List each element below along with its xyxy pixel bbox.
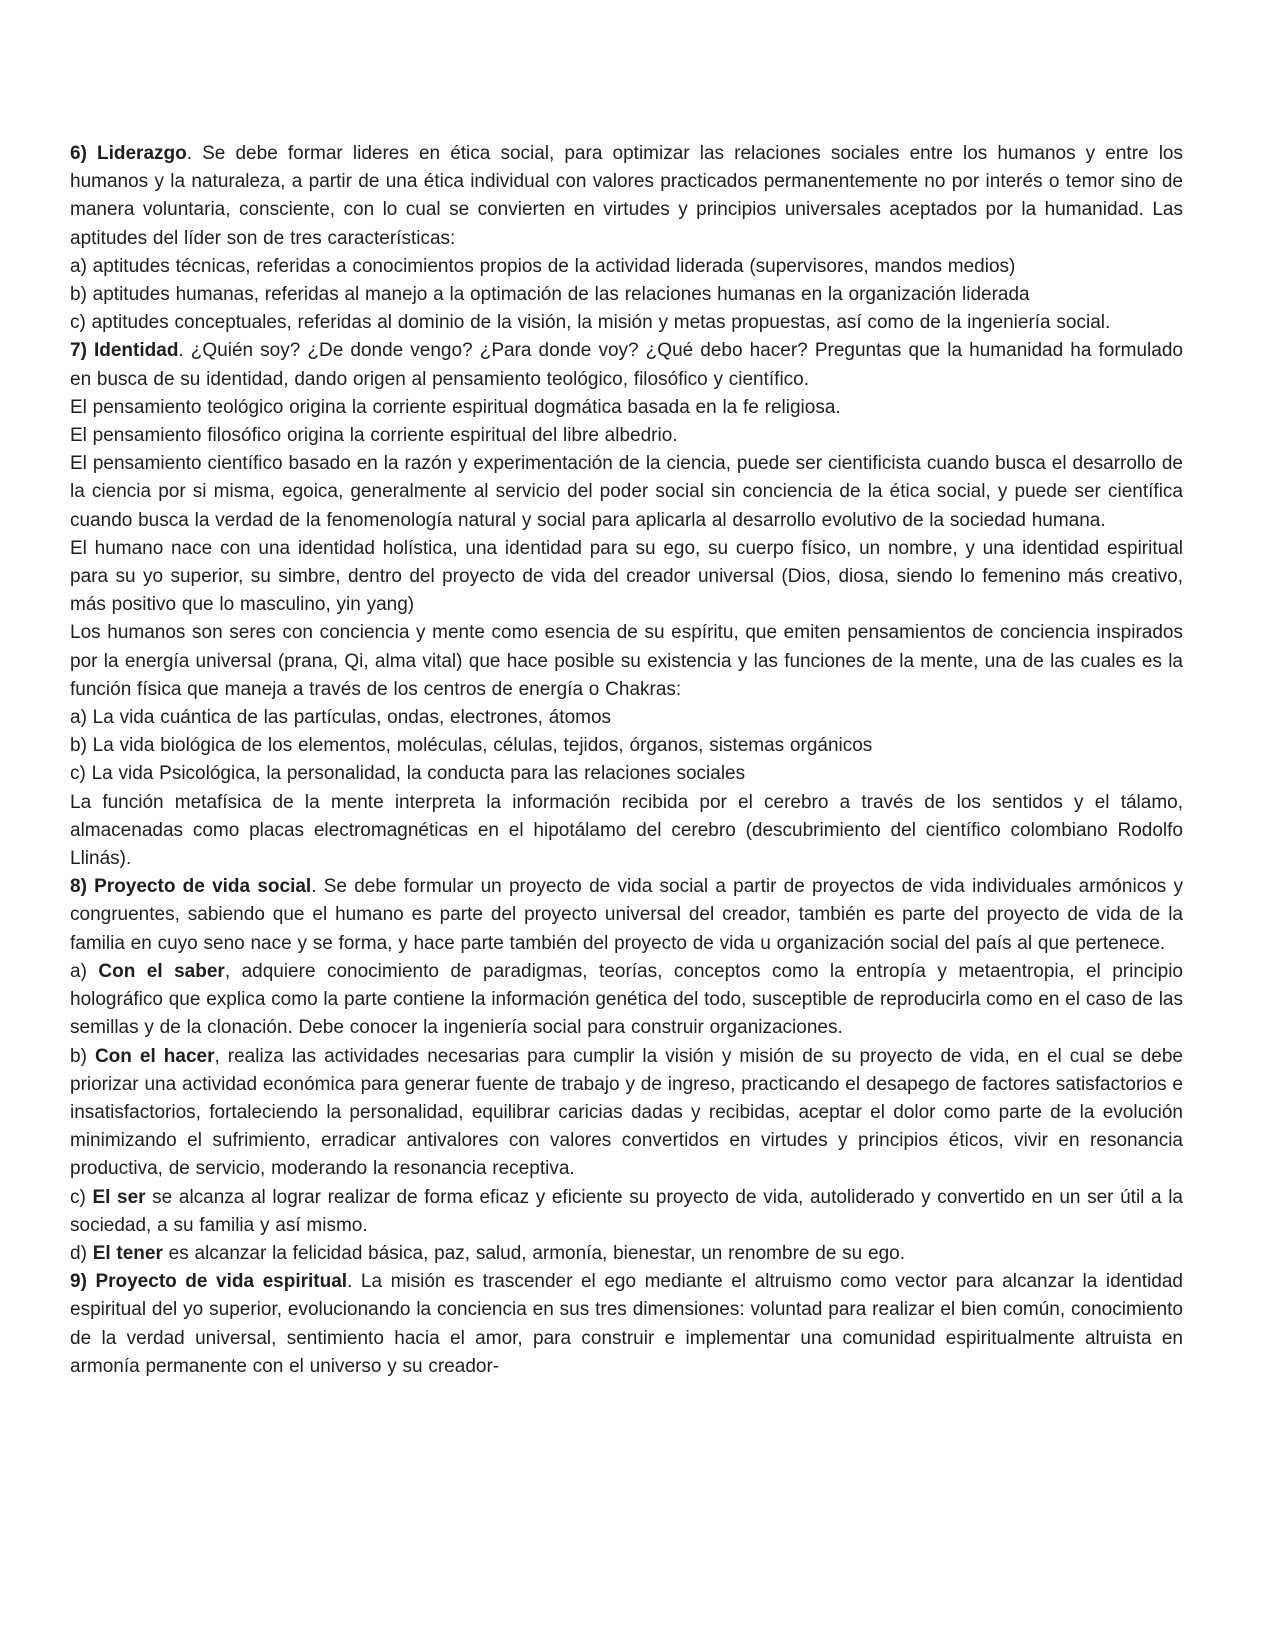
text-run: El pensamiento filosófico origina la corriente espiritual del libre albedrio. [70, 425, 678, 447]
bold-text-run: 6) Liderazgo [70, 143, 187, 164]
text-run: b) aptitudes humanas, referidas al manejo a la optimación de las relaciones humanas en la organización liderada [70, 284, 1030, 306]
bold-text-run: 9) Proyecto de vida espiritual [70, 1271, 348, 1293]
text-run: b) La vida biológica de los elementos, moléculas, células, tejidos, órganos, sistemas orgánicos [70, 735, 873, 757]
paragraph [70, 873, 1183, 958]
text-run: c) [70, 1186, 93, 1208]
bold-text-run: El ser [92, 1186, 146, 1208]
paragraph [70, 732, 1183, 760]
paragraph [70, 535, 1183, 620]
text-run: a) aptitudes técnicas, referidas a conocimientos propios de la actividad liderada (supervisores, mandos medios) [70, 255, 1016, 277]
bold-text-run: 8) Proyecto de vida social [70, 876, 312, 898]
paragraph [70, 394, 1183, 422]
text-run: se alcanza al lograr realizar de forma eficaz y eficiente su proyecto de vida, autoliderado y convertido en un ser útil a la sociedad, a su familia y así mismo. [70, 1186, 1183, 1236]
bold-text-run: 7) Identidad [70, 340, 179, 362]
paragraph [70, 140, 1183, 253]
paragraph [70, 619, 1183, 704]
text-run: La función metafísica de la mente interpreta la información recibida por el cerebro a través de los sentidos y el tálamo, almacenadas como placas electromagnéticas en el hipotálamo del cerebro (descubrimiento del científico colombiano Rodolfo Llinás). [70, 791, 1183, 870]
document-body [70, 140, 1183, 1381]
paragraph [70, 1268, 1183, 1381]
text-run: c) La vida Psicológica, la personalidad, la conducta para las relaciones sociales [70, 763, 746, 785]
bold-text-run: El tener [92, 1242, 163, 1264]
text-run: . Se debe formular un proyecto de vida social a partir de proyectos de vida individuales armónicos y congruentes, sabiendo que el humano es parte del proyecto universal del creador, también es parte del proyecto de vida de la familia en cuyo seno nace y se forma, y hace parte también del proyecto de vida u organización social del país al que pertenece. [70, 876, 1184, 954]
text-run: b) [70, 1045, 95, 1067]
paragraph [70, 281, 1183, 309]
paragraph [70, 704, 1183, 732]
text-run: . Se debe formar lideres en ética social, para optimizar las relaciones sociales entre los humanos y entre los humanos y la naturaleza, a partir de una ética individual con valores practicados permanentemente no por interés o temor sino de manera voluntaria, consciente, con lo cual se convierten en virtudes y principios universales aceptados por la humanidad. Las aptitudes del líder son de tres características: [70, 143, 1183, 249]
paragraph [70, 1240, 1183, 1268]
paragraph [70, 422, 1183, 450]
text-run: c) aptitudes conceptuales, referidas al dominio de la visión, la misión y metas propuestas, así como de la ingeniería social. [70, 312, 1111, 334]
paragraph [70, 1043, 1183, 1184]
text-run: El humano nace con una identidad holística, una identidad para su ego, su cuerpo físico, un nombre, y una identidad espiritual para su yo superior, su simbre, dentro del proyecto de vida del creador universal (Dios, diosa, siendo lo femenino más creativo, más positivo que lo masculino, yin yang) [70, 537, 1183, 616]
text-run: . ¿Quién soy? ¿De donde vengo? ¿Para donde voy? ¿Qué debo hacer? Preguntas que la humanidad ha formulado en busca de su identidad, dando origen al pensamiento teológico, filosófico y científico. [70, 340, 1183, 390]
paragraph [70, 760, 1183, 788]
bold-text-run: Con el hacer [94, 1045, 215, 1067]
text-run: , realiza las actividades necesarias para cumplir la visión y misión de su proyecto de vida, en el cual se debe priorizar una actividad económica para generar fuente de trabajo y de ingreso, practicando el desapego de factores satisfactorios e insatisfactorios, fortaleciendo la personalidad, equilibrar caricias dadas y recibidas, aceptar el dolor como parte de la evolución minimizando el sufrimiento, erradicar antivalores con valores convertidos en virtudes y principios éticos, vivir en resonancia productiva, de servicio, moderando la resonancia receptiva. [70, 1045, 1184, 1180]
text-run: a) [70, 960, 99, 982]
text-run: , adquiere conocimiento de paradigmas, teorías, conceptos como la entropía y metaentropia, el principio holográfico que explica como la parte contiene la información genética del todo, susceptible de reproducirla como en el caso de las semillas y de la clonación. Debe conocer la ingeniería social para construir organizaciones. [70, 960, 1183, 1039]
text-run: . La misión es trascender el ego mediante el altruismo como vector para alcanzar la identidad espiritual del yo superior, evolucionando la conciencia en sus tres dimensiones: voluntad para realizar el bien común, conocimiento de la verdad universal, sentimiento hacia el amor, para construir e implementar una comunidad espiritualmente altruista en armonía permanente con el universo y su creador- [70, 1271, 1183, 1377]
paragraph [70, 253, 1183, 281]
paragraph [70, 789, 1183, 874]
text-run: El pensamiento científico basado en la razón y experimentación de la ciencia, puede ser cientificista cuando busca el desarrollo de la ciencia por si misma, egoica, generalmente al servicio del poder social sin conciencia de la ética social, y puede ser científica cuando busca la verdad de la fenomenología natural y social para aplicarla al desarrollo evolutivo de la sociedad humana. [70, 453, 1183, 531]
bold-text-run: Con el saber [98, 960, 225, 982]
paragraph [70, 450, 1183, 535]
paragraph [70, 309, 1183, 337]
paragraph [70, 1184, 1183, 1240]
paragraph [70, 337, 1183, 393]
text-run: a) La vida cuántica de las partículas, ondas, electrones, átomos [70, 707, 612, 729]
text-run: Los humanos son seres con conciencia y mente como esencia de su espíritu, que emiten pensamientos de conciencia inspirados por la energía universal (prana, Qi, alma vital) que hace posible su existencia y las funciones de la mente, una de las cuales es la función física que maneja a través de los centros de energía o Chakras: [70, 622, 1183, 700]
text-run: es alcanzar la felicidad básica, paz, salud, armonía, bienestar, un renombre de su ego. [162, 1242, 905, 1264]
text-run: El pensamiento teológico origina la corriente espiritual dogmática basada en la fe religiosa. [70, 396, 841, 418]
paragraph [70, 958, 1183, 1043]
text-run: d) [70, 1242, 93, 1264]
